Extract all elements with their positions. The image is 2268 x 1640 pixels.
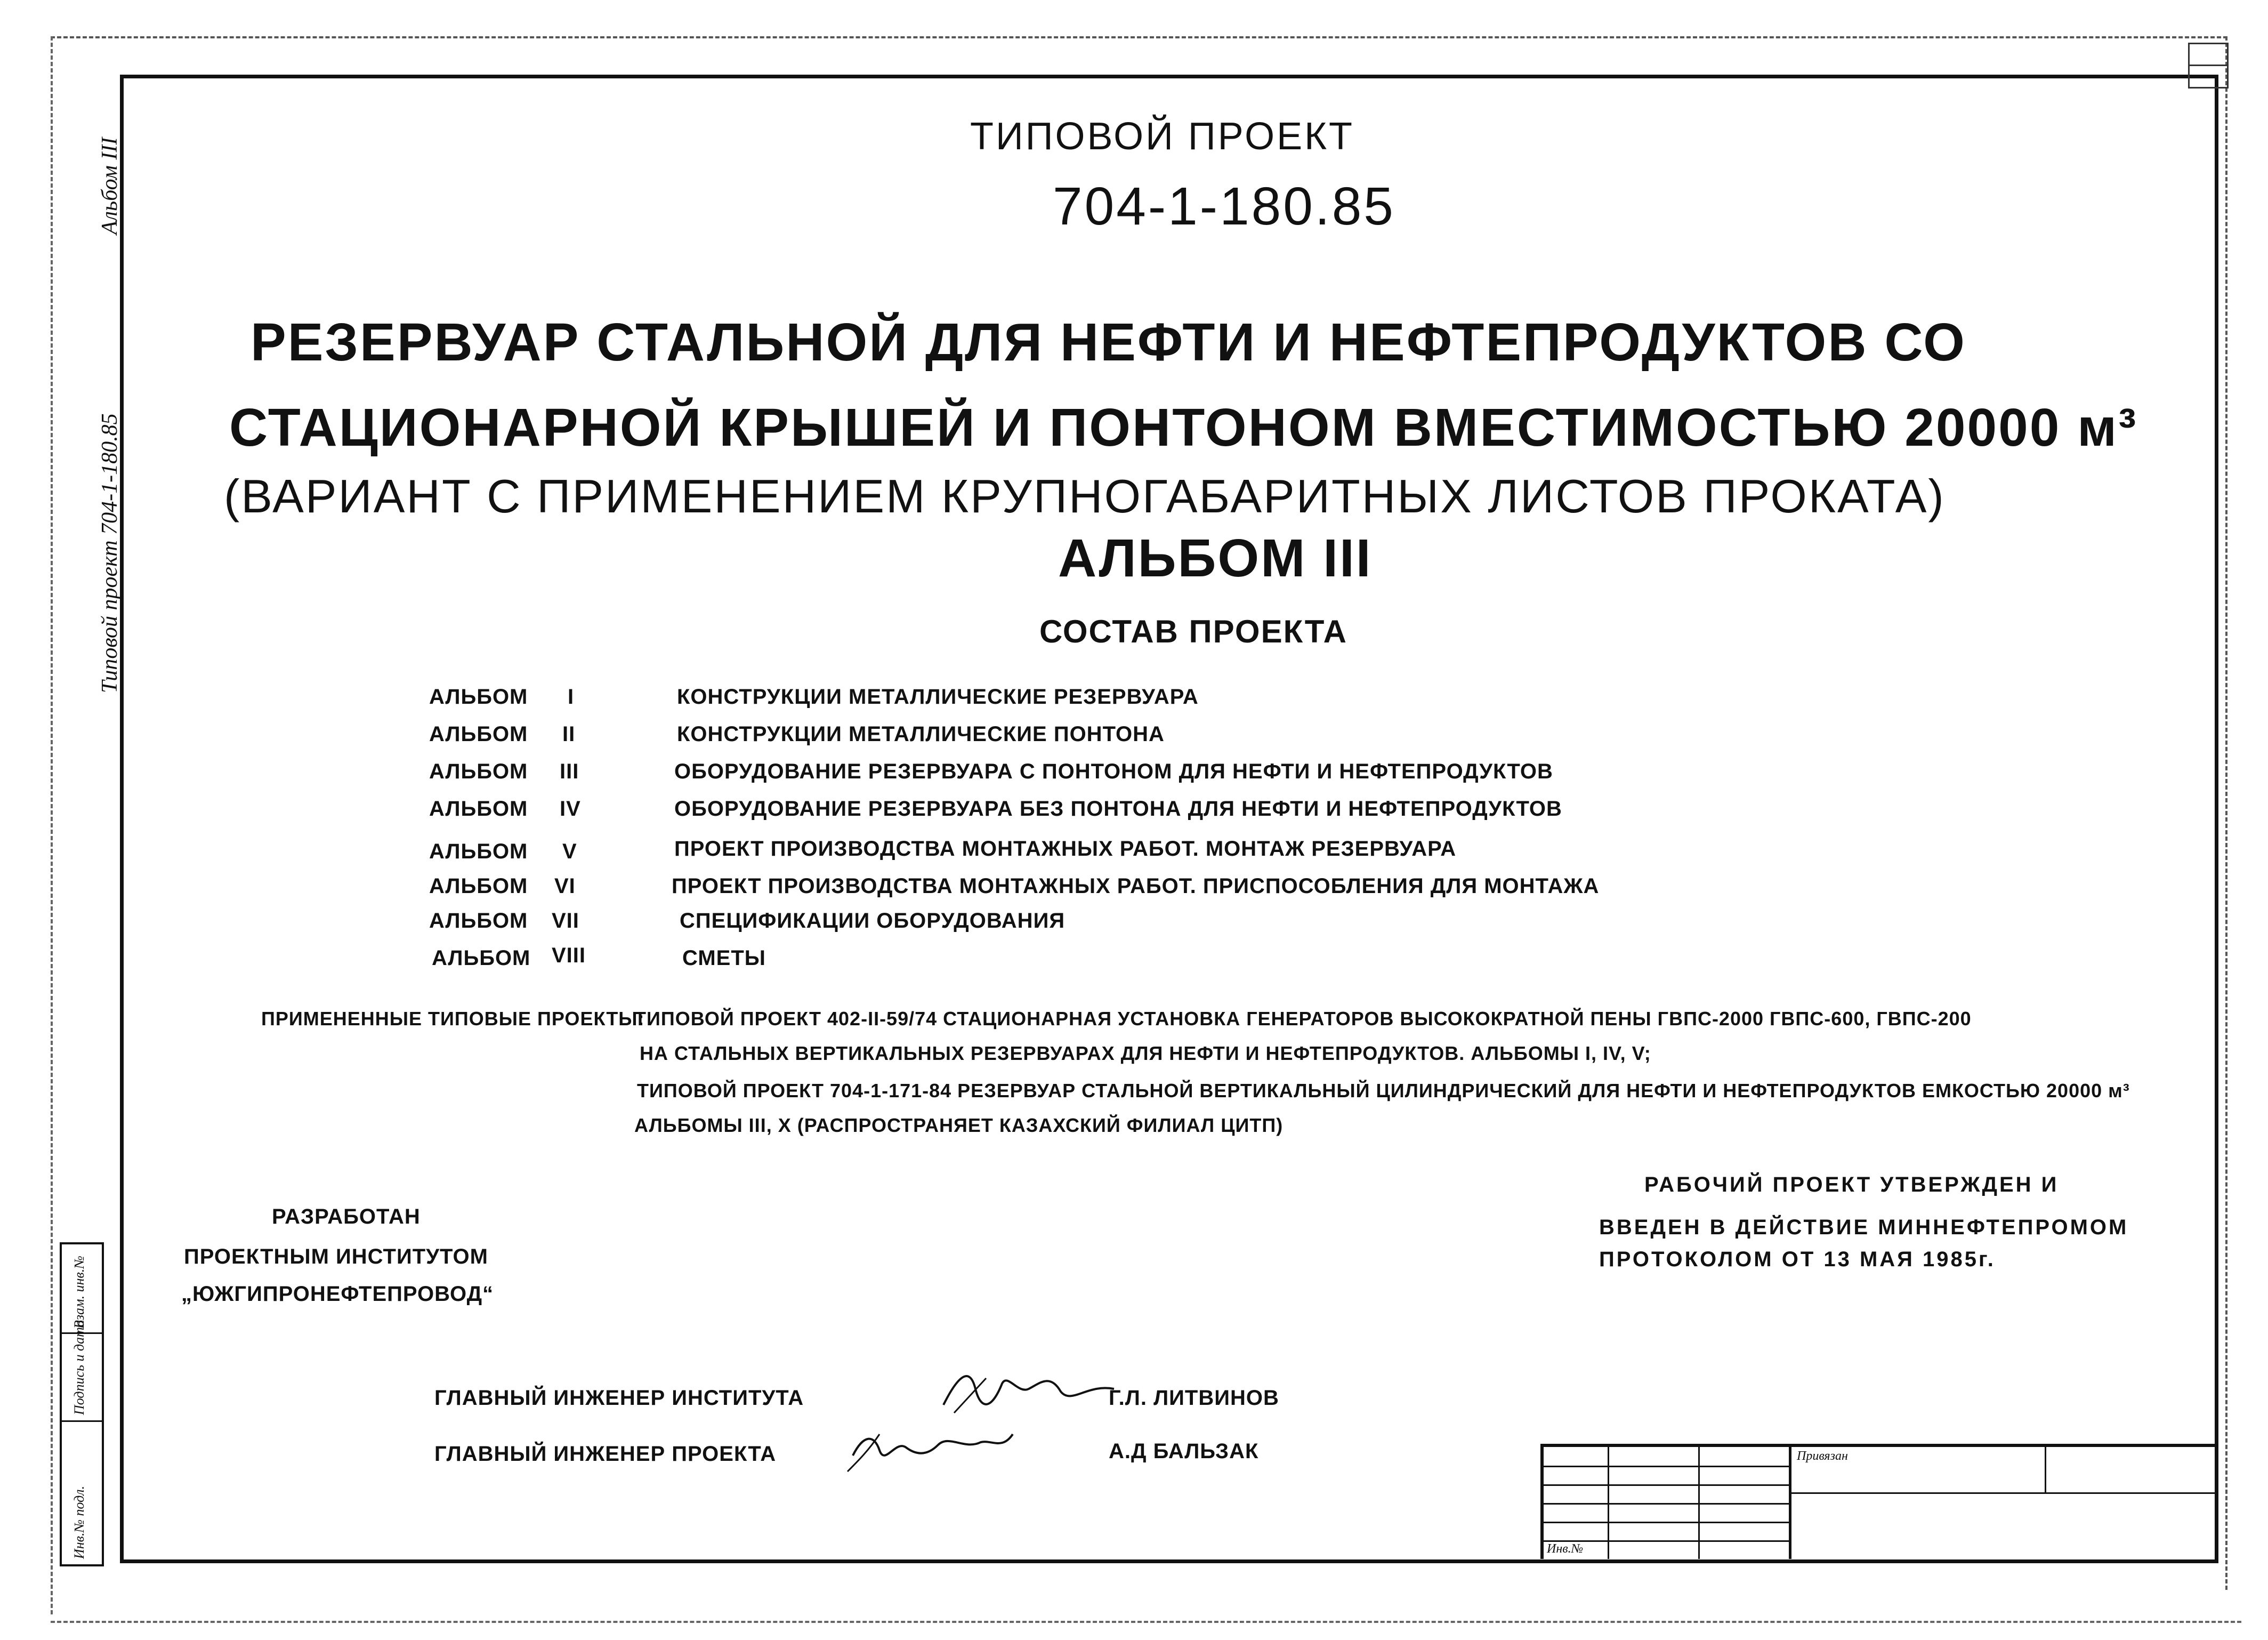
signature-mark xyxy=(842,1418,1023,1482)
project-kind: ТИПОВОЙ ПРОЕКТ xyxy=(970,115,1355,158)
signature-name-chief-institute: Г.Л. ЛИТВИНОВ xyxy=(1109,1386,1279,1410)
composition-album-label: АЛЬБОМ xyxy=(429,874,528,898)
outer-frame-bottom xyxy=(51,1621,2241,1623)
approval-line-2: ВВЕДЕН В ДЕЙСТВИЕ МИННЕФТЕПРОМОМ xyxy=(1599,1216,2129,1239)
composition-album-label: АЛЬБОМ xyxy=(429,909,528,932)
stamp-label-signature: Подпись и дата xyxy=(71,1320,87,1415)
composition-album-text: ПРОЕКТ ПРОИЗВОДСТВА МОНТАЖНЫХ РАБОТ. МОНТАЖ РЕЗЕРВУАРА xyxy=(674,837,1457,861)
composition-album-label: АЛЬБОМ xyxy=(429,685,528,709)
project-number: 704-1-180.85 xyxy=(1053,176,1395,236)
approval-line-1: РАБОЧИЙ ПРОЕКТ УТВЕРЖДЕН И xyxy=(1644,1173,2059,1196)
signature-role-chief-project: ГЛАВНЫЙ ИНЖЕНЕР ПРОЕКТА xyxy=(434,1442,777,1466)
title-block xyxy=(1540,1444,2218,1559)
side-album-label: Альбом III xyxy=(98,137,122,235)
composition-album-num: V xyxy=(562,840,577,863)
composition-album-text: ОБОРУДОВАНИЕ РЕЗЕРВУАРА БЕЗ ПОНТОНА ДЛЯ НЕФТИ И НЕФТЕПРОДУКТОВ xyxy=(674,797,1562,821)
signature-role-chief-institute: ГЛАВНЫЙ ИНЖЕНЕР ИНСТИТУТА xyxy=(434,1386,804,1410)
title-line-1: РЕЗЕРВУАР СТАЛЬНОЙ ДЛЯ НЕФТИ И НЕФТЕПРОДУКТОВ СО xyxy=(251,312,1966,372)
composition-album-text: КОНСТРУКЦИИ МЕТАЛЛИЧЕСКИЕ РЕЗЕРВУАРА xyxy=(677,685,1199,709)
applied-line-2: НА СТАЛЬНЫХ ВЕРТИКАЛЬНЫХ РЕЗЕРВУАРАХ ДЛЯ НЕФТИ И НЕФТЕПРОДУКТОВ. АЛЬБОМЫ I, IV, V; xyxy=(640,1042,1651,1064)
composition-album-label: АЛЬБОМ xyxy=(432,946,531,970)
side-project-label: Типовой проект 704-1-180.85 xyxy=(98,413,122,693)
composition-album-label: АЛЬБОМ xyxy=(429,797,528,821)
title-block-tied: Привязан xyxy=(1797,1449,1848,1463)
signature-mark xyxy=(938,1362,1119,1421)
composition-album-num: III xyxy=(560,760,579,783)
composition-album-label: АЛЬБОМ xyxy=(429,760,528,783)
composition-album-label: АЛЬБОМ xyxy=(429,722,528,746)
composition-album-num: II xyxy=(562,722,576,746)
composition-album-num: VIII xyxy=(552,944,586,967)
title-line-2: СТАЦИОНАРНОЙ КРЫШЕЙ И ПОНТОНОМ ВМЕСТИМОСТЬЮ 20000 м³ xyxy=(229,398,2138,457)
applied-line-4: АЛЬБОМЫ III, X (РАСПРОСТРАНЯЕТ КАЗАХСКИЙ ФИЛИАЛ ЦИТП) xyxy=(634,1114,1284,1136)
approval-line-3: ПРОТОКОЛОМ ОТ 13 МАЯ 1985г. xyxy=(1599,1248,1996,1271)
developer-line-1: РАЗРАБОТАН xyxy=(272,1205,421,1228)
outer-frame-left xyxy=(51,36,53,1614)
title-album: АЛЬБОМ III xyxy=(1058,528,1373,588)
composition-album-label: АЛЬБОМ xyxy=(429,840,528,863)
signature-name-chief-project: А.Д БАЛЬЗАК xyxy=(1109,1440,1259,1463)
corner-box xyxy=(2188,43,2229,89)
title-block-inv: Инв.№ xyxy=(1547,1542,1584,1556)
applied-label: ПРИМЕНЕННЫЕ ТИПОВЫЕ ПРОЕКТЫ: xyxy=(261,1008,645,1030)
composition-heading: СОСТАВ ПРОЕКТА xyxy=(1039,614,1347,649)
composition-album-text: КОНСТРУКЦИИ МЕТАЛЛИЧЕСКИЕ ПОНТОНА xyxy=(677,722,1165,746)
composition-album-num: VI xyxy=(554,874,576,898)
stamp-label-inv: Инв.№ подл. xyxy=(71,1485,87,1559)
composition-album-num: IV xyxy=(560,797,581,821)
applied-line-1: ТИПОВОЙ ПРОЕКТ 402-II-59/74 СТАЦИОНАРНАЯ УСТАНОВКА ГЕНЕРАТОРОВ ВЫСОКОКРАТНОЙ ПЕНЫ ГВПС-2000 ГВПС-600, ГВПС-200 xyxy=(634,1008,1972,1030)
composition-album-text: ОБОРУДОВАНИЕ РЕЗЕРВУАРА С ПОНТОНОМ ДЛЯ НЕФТИ И НЕФТЕПРОДУКТОВ xyxy=(674,760,1553,783)
developer-line-3: „ЮЖГИПРОНЕФТЕПРОВОД“ xyxy=(181,1282,494,1306)
developer-line-2: ПРОЕКТНЫМ ИНСТИТУТОМ xyxy=(184,1245,488,1268)
applied-line-3: ТИПОВОЙ ПРОЕКТ 704-1-171-84 РЕЗЕРВУАР СТАЛЬНОЙ ВЕРТИКАЛЬНЫЙ ЦИЛИНДРИЧЕСКИЙ ДЛЯ НЕФТИ И НЕФТЕПРОДУКТОВ ЕМКОСТЬЮ 20000 м³ xyxy=(637,1080,2130,1102)
composition-album-text: СПЕЦИФИКАЦИИ ОБОРУДОВАНИЯ xyxy=(680,909,1066,932)
composition-album-text: ПРОЕКТ ПРОИЗВОДСТВА МОНТАЖНЫХ РАБОТ. ПРИСПОСОБЛЕНИЯ ДЛЯ МОНТАЖА xyxy=(672,874,1600,898)
stamp-label-replace: Взам. инв.№ xyxy=(71,1256,87,1329)
side-stamp xyxy=(60,1242,104,1566)
composition-album-text: СМЕТЫ xyxy=(682,946,766,970)
title-line-3: (ВАРИАНТ С ПРИМЕНЕНИЕМ КРУПНОГАБАРИТНЫХ ЛИСТОВ ПРОКАТА) xyxy=(224,470,1946,522)
composition-album-num: I xyxy=(568,685,575,709)
composition-album-num: VII xyxy=(552,909,579,932)
